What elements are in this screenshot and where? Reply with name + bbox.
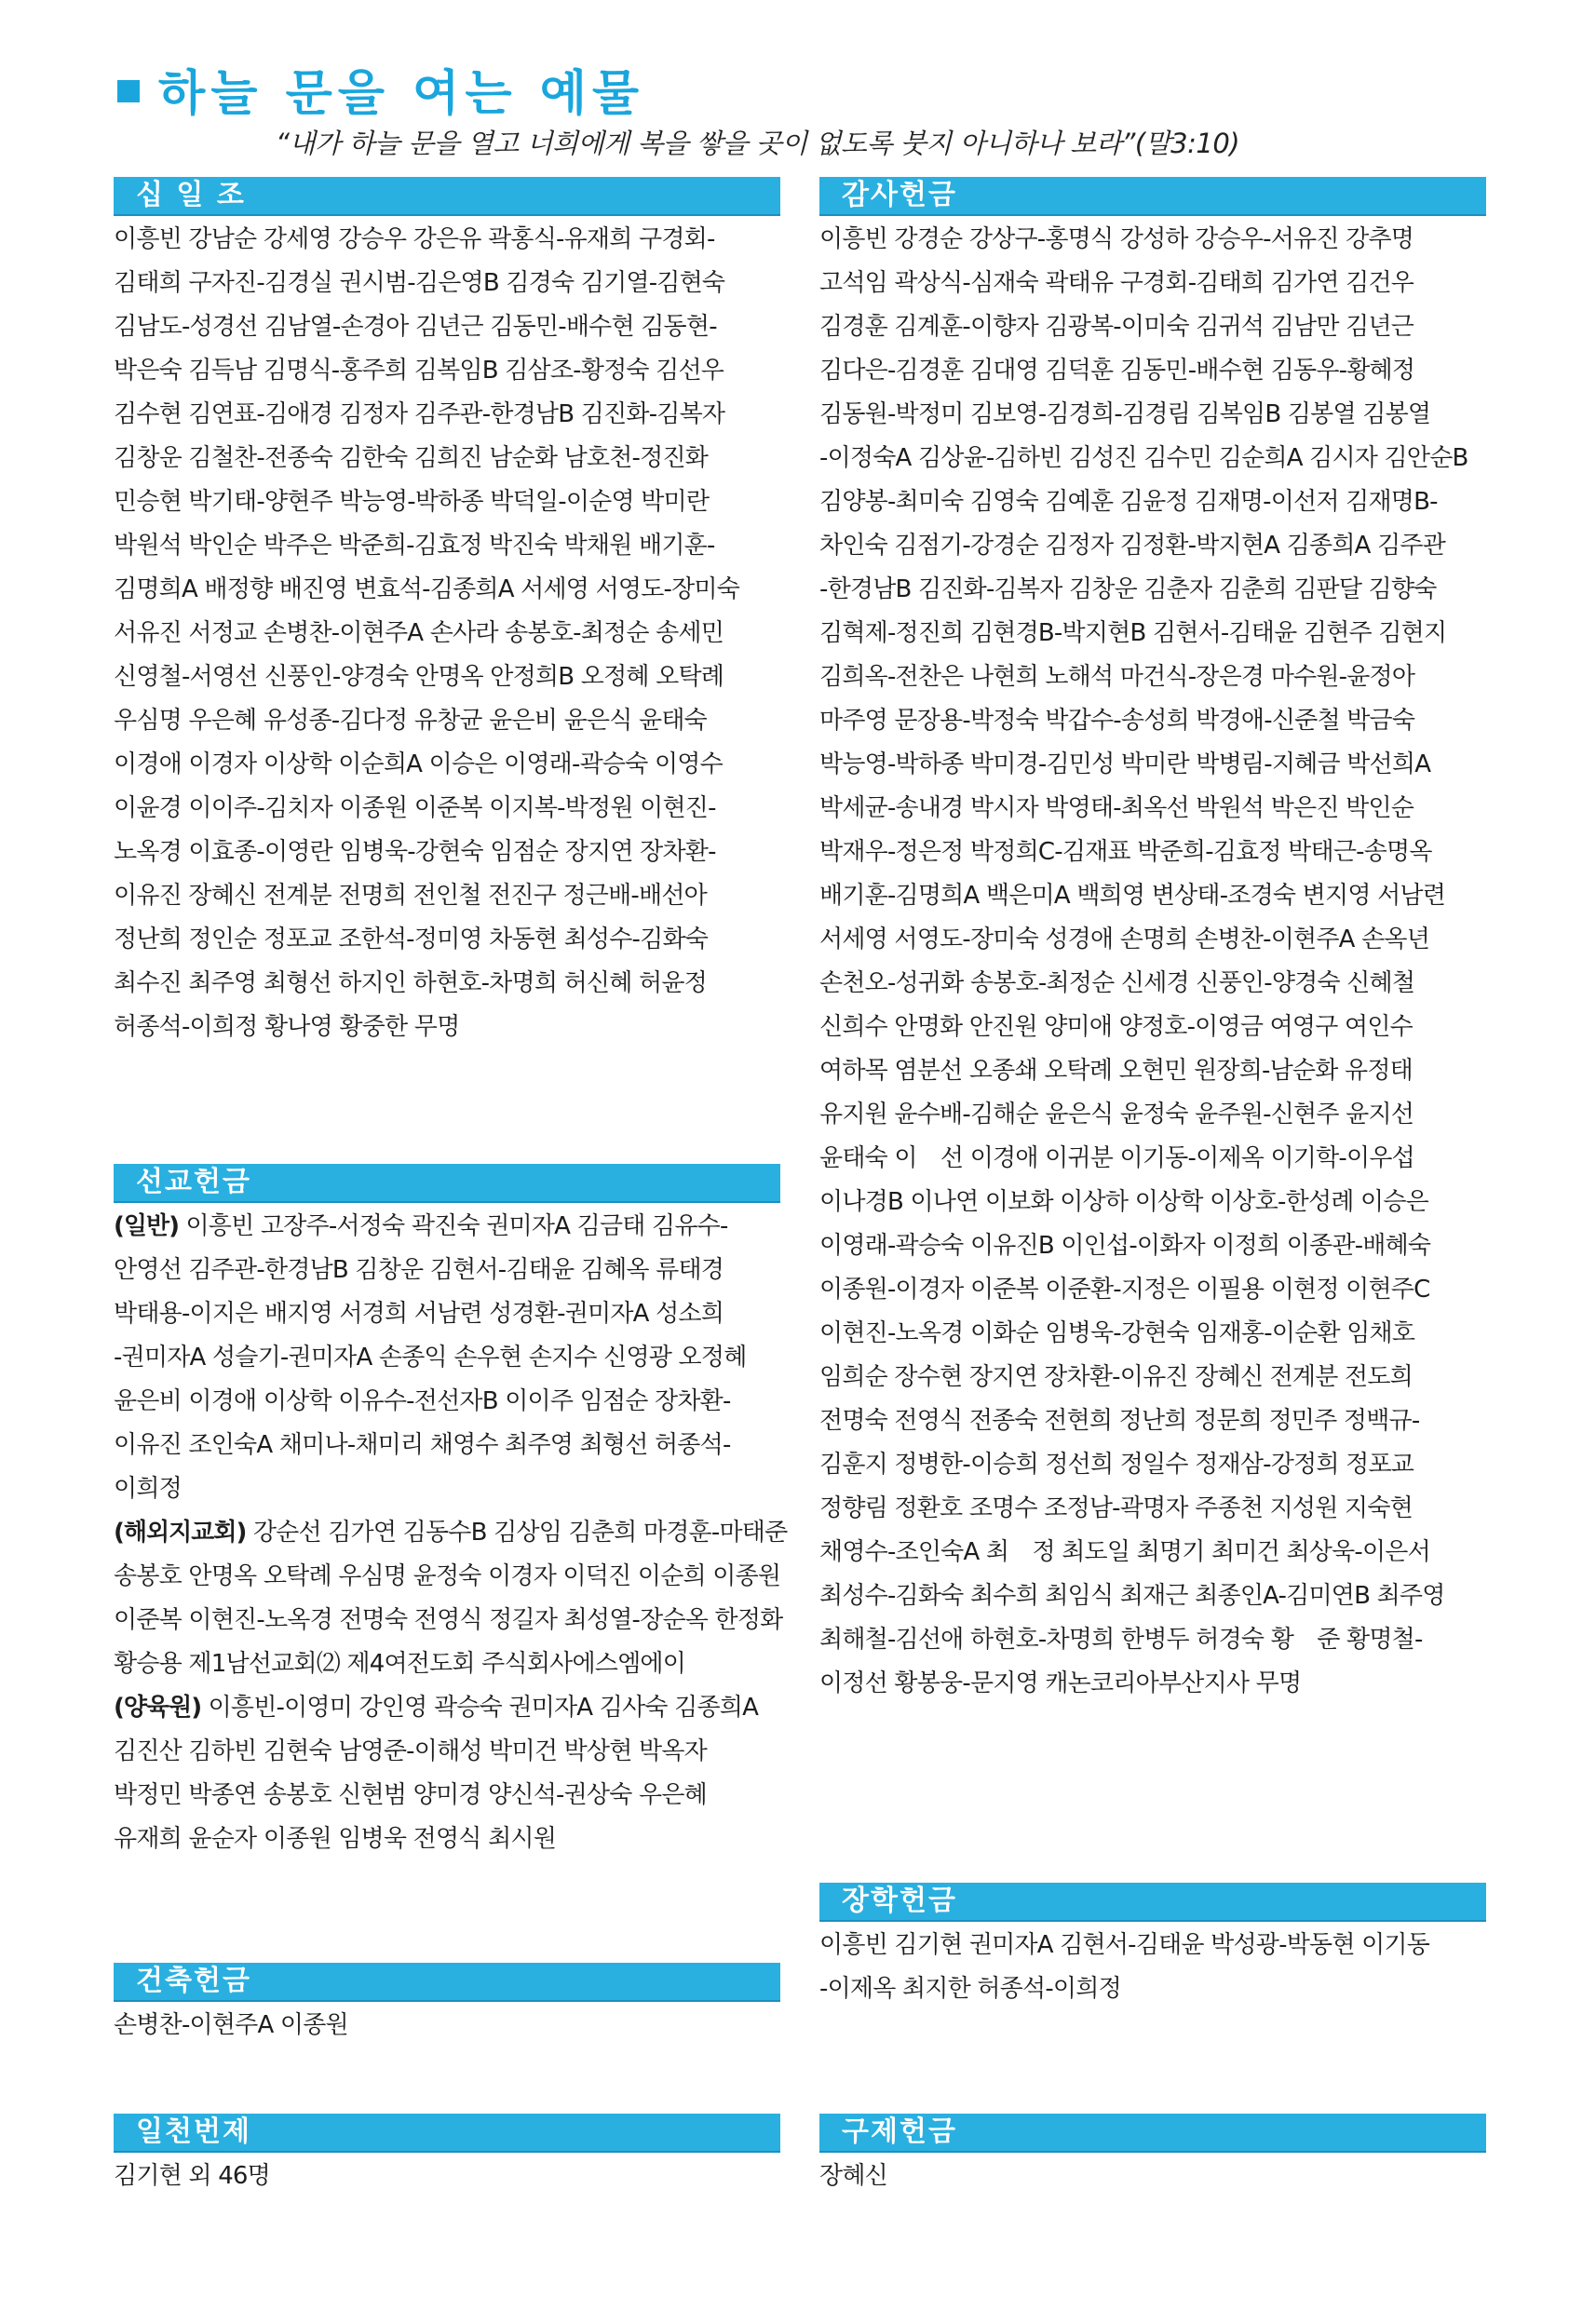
section-building	[114, 1963, 780, 2047]
donor-line: 배기훈-김명희A 백은미A 백희영 변상태-조경숙 변지영 서남련	[819, 882, 1446, 910]
donor-line: 김남도-성경선 김남열-손경아 김년근 김동민-배수현 김동현-	[114, 313, 717, 341]
donor-line: 이나경B 이나연 이보화 이상하 이상학 이상호-한성례 이승은	[819, 1188, 1428, 1216]
donor-line: 허종석-이희정 황나영 황중한 무명	[114, 1013, 460, 1041]
donor-line: 윤태숙 이 선 이경애 이귀분 이기동-이제옥 이기학-이우섭	[819, 1144, 1414, 1172]
section-heading-mission: 선교헌금	[114, 1164, 780, 1203]
donor-line: 임희순 장수현 장지연 장차환-이유진 장혜신 전계분 전도희	[819, 1363, 1413, 1391]
donor-line: 정난희 정인순 정포교 조한석-정미영 차동현 최성수-김화숙	[114, 926, 709, 953]
donor-line	[114, 1599, 783, 1642]
donor-line	[114, 1555, 780, 1599]
square-bullet-icon	[117, 80, 140, 102]
section-body-thanks	[819, 216, 1486, 1706]
donor-line	[114, 1336, 780, 1380]
donor-line	[114, 1380, 780, 1424]
section-body-scholarship	[819, 1922, 1486, 2011]
donor-names: 김진산 김하빈 김현숙 남영준-이해성 박미건 박상현 박옥자	[114, 1737, 707, 1765]
donor-names: 이준복 이현진-노옥경 전명숙 전영식 정길자 최성열-장순옥 한정화	[114, 1606, 783, 1634]
donor-line	[114, 1642, 780, 1686]
donor-line: 고석임 곽상식-심재숙 곽태유 구경회-김태희 김가연 김건우	[819, 269, 1414, 297]
donor-line	[114, 1467, 780, 1511]
donor-line: 김훈지 정병한-이승희 정선희 정일수 정재삼-강정희 정포교	[819, 1451, 1414, 1479]
donor-line: 최수진 최주영 최형선 하지인 하현호-차명희 허신혜 허윤정	[114, 969, 707, 997]
section-body-relief	[819, 2153, 1486, 2198]
donor-line: 김경훈 김계훈-이향자 김광복-이미숙 김귀석 김남만 김년근	[819, 313, 1414, 341]
donor-names: 박태용-이지은 배지영 서경희 서남련 성경환-권미자A 성소희	[114, 1300, 724, 1328]
section-heading-scholarship: 장학헌금	[819, 1883, 1486, 1922]
donor-names: 박정민 박종연 송봉호 신현범 양미경 양신석-권상숙 우은혜	[114, 1781, 707, 1809]
section-body-tithe	[114, 216, 780, 1049]
donor-line: 이정선 황봉웅-문지영 캐논코리아부산지사 무명	[819, 1669, 1302, 1697]
donor-line	[114, 1686, 780, 1730]
donor-line: 이영래-곽승숙 이유진B 이인섭-이화자 이정희 이종관-배혜숙	[819, 1232, 1431, 1260]
donor-names: 이희정	[114, 1475, 182, 1503]
page-title: 하늘 문을 여는 예물	[158, 65, 645, 122]
donor-line: 이흥빈 강경순 강상구-홍명식 강성하 강승우-서유진 강추명	[819, 225, 1414, 253]
donor-line: 최성수-김화숙 최수희 최임식 최재근 최종인A-김미연B 최주영	[819, 1582, 1445, 1610]
donor-line: 이유진 장혜신 전계분 전명희 전인철 전진구 정근배-배선아	[114, 882, 707, 910]
donor-names: 안영선 김주관-한경남B 김창운 김현서-김태윤 김혜옥 류태경	[114, 1256, 724, 1284]
donor-names: 이유진 조인숙A 채미나-채미리 채영수 최주영 최형선 허종석-	[114, 1431, 731, 1459]
donor-line: 손천오-성귀화 송봉호-최정순 신세경 신풍인-양경숙 신혜철	[819, 969, 1415, 997]
donor-line	[114, 1818, 780, 1861]
donor-line: 손병찬-이현주A 이종원	[114, 2011, 348, 2039]
donor-line	[114, 1730, 780, 1774]
donor-line: 채영수-조인숙A 최 정 최도일 최명기 최미건 최상욱-이은서	[819, 1538, 1430, 1566]
donor-line: 장혜신	[819, 2162, 887, 2190]
donor-line: 김양봉-최미숙 김영숙 김예훈 김윤정 김재명-이선저 김재명B-	[819, 488, 1438, 516]
donor-line: 유지원 윤수배-김해순 윤은식 윤정숙 윤주원-신현주 윤지선	[819, 1101, 1414, 1128]
category-tag: (일반)	[114, 1212, 179, 1240]
donor-line: 박세균-송내경 박시자 박영태-최옥선 박원석 박은진 박인순	[819, 794, 1414, 822]
section-mission	[114, 1164, 788, 1861]
donor-line: 여하목 염분선 오종쇄 오탁례 오현민 원장희-남순화 유정태	[819, 1057, 1413, 1085]
donor-line: 신희수 안명화 안진원 양미애 양정호-이영금 여영구 여인수	[819, 1013, 1413, 1041]
donor-line: 김태희 구자진-김경실 권시범-김은영B 김경숙 김기열-김현숙	[114, 269, 725, 297]
donor-line: -이정숙A 김상윤-김하빈 김성진 김수민 김순희A 김시자 김안순B	[819, 444, 1468, 472]
donor-line: 이윤경 이이주-김치자 이종원 이준복 이지복-박정원 이현진-	[114, 794, 716, 822]
bible-verse: “내가 하늘 문을 열고 너희에게 복을 쌓을 곳이 없도록 붓지 아니하나 보라”(말3:10)	[276, 128, 1240, 159]
donor-line: 박재우-정은정 박정희C-김재표 박준희-김효정 박태근-송명옥	[819, 838, 1432, 866]
donor-line: 이종원-이경자 이준복 이준환-지정은 이필용 이현정 이현주C	[819, 1276, 1430, 1304]
section-tithe	[114, 177, 780, 1049]
donor-names: 이흥빈 고장주-서정숙 곽진숙 권미자A 김금태 김유수-	[179, 1212, 728, 1240]
section-relief	[819, 2114, 1486, 2198]
donor-line	[114, 1424, 780, 1467]
donor-line: 박능영-박하종 박미경-김민성 박미란 박병림-지혜금 박선희A	[819, 750, 1431, 778]
donor-line: 김명희A 배정향 배진영 변효석-김종희A 서세영 서영도-장미숙	[114, 575, 740, 603]
donor-line: 마주영 문장용-박정숙 박갑수-송성희 박경애-신준철 박금숙	[819, 707, 1415, 735]
section-heading-relief: 구제헌금	[819, 2114, 1486, 2153]
donor-line: 김희옥-전찬은 나현희 노해석 마건식-장은경 마수원-윤정아	[819, 663, 1415, 691]
donor-line: 서유진 서정교 손병찬-이현주A 손사라 송봉호-최정순 송세민	[114, 619, 724, 647]
donor-line: 이흥빈 김기현 권미자A 김현서-김태윤 박성광-박동현 이기동	[819, 1931, 1430, 1959]
donor-line: 전명숙 전영식 전종숙 전현희 정난희 정문희 정민주 정백규-	[819, 1407, 1420, 1435]
donor-line: 정향림 정환호 조명수 조정남-곽명자 주종천 지성원 지숙현	[819, 1494, 1413, 1522]
donor-line: 신영철-서영선 신풍인-양경숙 안명옥 안정희B 오정혜 오탁례	[114, 663, 724, 691]
section-ilcheon	[114, 2114, 780, 2198]
donor-line: 김수현 김연표-김애경 김정자 김주관-한경남B 김진화-김복자	[114, 400, 725, 428]
section-heading-thanks: 감사헌금	[819, 177, 1486, 216]
donor-line: 김다은-김경훈 김대영 김덕훈 김동민-배수현 김동우-황혜정	[819, 357, 1415, 385]
donor-names: 유재희 윤순자 이종원 임병욱 전영식 최시원	[114, 1825, 557, 1853]
donor-names: -권미자A 성슬기-권미자A 손종익 손우현 손지수 신영광 오정혜	[114, 1344, 747, 1372]
donor-line: 민승현 박기태-양현주 박능영-박하종 박덕일-이순영 박미란	[114, 488, 710, 516]
section-heading-ilcheon: 일천번제	[114, 2114, 780, 2153]
donor-names: 강순선 김가연 김동수B 김상임 김춘희 마경훈-마태준	[246, 1519, 788, 1547]
donor-line: 김혁제-정진희 김현경B-박지현B 김현서-김태윤 김현주 김현지	[819, 619, 1447, 647]
donor-names: 송봉호 안명옥 오탁례 우심명 윤정숙 이경자 이덕진 이순희 이종원	[114, 1562, 781, 1590]
donor-line: -한경남B 김진화-김복자 김창운 김춘자 김춘희 김판달 김향숙	[819, 575, 1437, 603]
section-heading-building: 건축헌금	[114, 1963, 780, 2002]
donor-line: 이경애 이경자 이상학 이순희A 이승은 이영래-곽승숙 이영수	[114, 750, 723, 778]
donor-line: 노옥경 이효종-이영란 임병욱-강현숙 임점순 장지연 장차환-	[114, 838, 716, 866]
section-heading-tithe: 십 일 조	[114, 177, 780, 216]
donor-names: 황승용 제1남선교회⑵ 제4여전도회 주식회사에스엠에이	[114, 1650, 686, 1678]
donor-line: 차인숙 김점기-강경순 김정자 김정환-박지현A 김종희A 김주관	[819, 532, 1446, 560]
donor-line: 박원석 박인순 박주은 박준희-김효정 박진숙 박채원 배기훈-	[114, 532, 715, 560]
category-tag: (해외지교회)	[114, 1519, 247, 1547]
donor-names: 윤은비 이경애 이상학 이유수-전선자B 이이주 임점순 장차환-	[114, 1387, 731, 1415]
donor-line: 서세영 서영도-장미숙 성경애 손명희 손병찬-이현주A 손옥년	[819, 926, 1430, 953]
donor-line	[114, 1249, 780, 1292]
donor-names: 이흥빈-이영미 강인영 곽승숙 권미자A 김사숙 김종희A	[201, 1694, 759, 1722]
section-thanks	[819, 177, 1486, 1706]
category-tag: (양육원)	[114, 1694, 202, 1722]
donor-line: 김창운 김철찬-전종숙 김한숙 김희진 남순화 남호천-정진화	[114, 444, 709, 472]
donor-line: 최해철-김선애 하현호-차명희 한병두 허경숙 황 준 황명철-	[819, 1626, 1423, 1654]
donor-line: 우심명 우은혜 유성종-김다정 유창균 윤은비 윤은식 윤태숙	[114, 707, 707, 735]
page-title-row	[117, 56, 644, 121]
donor-line: 이현진-노옥경 이화순 임병욱-강현숙 임재홍-이순환 임채호	[819, 1319, 1415, 1347]
section-body-ilcheon	[114, 2153, 780, 2198]
donor-line: 김동원-박정미 김보영-김경희-김경림 김복임B 김봉열 김봉열	[819, 400, 1431, 428]
donor-line: 이흥빈 강남순 강세영 강승우 강은유 곽홍식-유재희 구경회-	[114, 225, 715, 253]
section-body-building	[114, 2002, 780, 2047]
section-body-mission	[114, 1203, 788, 1861]
donor-line: 박은숙 김득남 김명식-홍주희 김복임B 김삼조-황정숙 김선우	[114, 357, 724, 385]
donor-line: -이제옥 최지한 허종석-이희정	[819, 1975, 1121, 2003]
donor-line	[114, 1511, 788, 1555]
section-scholarship	[819, 1883, 1486, 2011]
donor-line	[114, 1205, 780, 1249]
donor-line	[114, 1774, 780, 1818]
donor-line	[114, 1292, 780, 1336]
donor-line: 김기현 외 46명	[114, 2162, 270, 2190]
